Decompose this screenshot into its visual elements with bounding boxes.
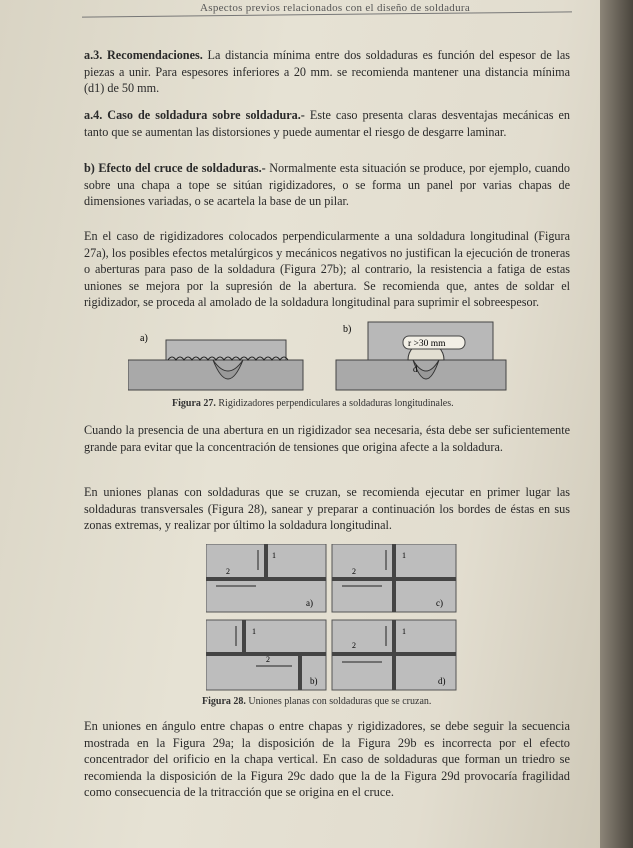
b-text: Normalmente esta situación se produce, por ejemplo, cuando sobre una chapa a tope se sitúan rigidizadores, o se forma un panel por varias chapas de dimensiones variadas, o se acartela la base de un pilar. bbox=[84, 161, 570, 208]
a4-text: Este caso presenta claras desventajas mecánicas en tanto que se aumentan las distorsiones y puede aumentar el riesgo de desgarre laminar. bbox=[84, 108, 571, 139]
a3-label: a.3. Recomendaciones. bbox=[84, 48, 203, 62]
figure-28d bbox=[332, 620, 456, 690]
weld-trans-28d bbox=[392, 620, 396, 690]
num-2-28a: 2 bbox=[226, 567, 230, 576]
a3-text: La distancia mínima entre dos soldaduras es función del espesor de las piezas a unir. Para espesores inferiores a 20 mm. se recomienda mantener una distancia mínima (d1) de 50 mm. bbox=[84, 48, 571, 95]
figure-27 bbox=[128, 320, 508, 392]
weld-trans-28a bbox=[264, 544, 268, 577]
figure-28a bbox=[206, 544, 326, 612]
paragraph-uniones-planas: En uniones planas con soldaduras que se cruzan, se recomienda ejecutar en primer lugar las soldaduras transversales (Figura 28), sanear y preparar a continuación los bordes de éstas en sus zonas extremas, y realizar por último la soldadura longitudinal. bbox=[84, 485, 570, 532]
label-28c: c) bbox=[436, 598, 443, 608]
paragraph-a3 bbox=[84, 47, 570, 97]
figure-27-caption-text: Rigidizadores perpendiculares a soldaduras longitudinales. bbox=[215, 398, 454, 409]
label-27b: b) bbox=[343, 324, 352, 335]
figure-27-caption bbox=[172, 398, 454, 409]
num-1-28a: 1 bbox=[272, 551, 276, 560]
page-edge-shadow bbox=[600, 0, 633, 848]
b-label: b) Efecto del cruce de soldaduras.- bbox=[84, 161, 266, 175]
num-1-28c: 1 bbox=[402, 551, 406, 560]
running-header: Aspectos previos relacionados con el diseño de soldadura bbox=[200, 2, 471, 14]
figure-27a bbox=[128, 333, 303, 390]
weld-trans-28c bbox=[392, 544, 396, 612]
num-1-28b: 1 bbox=[252, 627, 256, 636]
paragraph-a4 bbox=[84, 107, 570, 140]
dim-r: r >30 mm bbox=[408, 339, 446, 349]
figure-28-caption-bold: Figura 28. bbox=[202, 696, 246, 707]
figure-28-caption bbox=[202, 696, 431, 707]
num-1-28d: 1 bbox=[402, 627, 406, 636]
num-2-28c: 2 bbox=[352, 567, 356, 576]
weld-trans-28b bbox=[242, 620, 246, 652]
weld-trans2-28b bbox=[298, 656, 302, 690]
paragraph-b bbox=[84, 160, 570, 210]
weld-long-28a bbox=[206, 577, 326, 581]
a4-label: a.4. Caso de soldadura sobre soldadura.- bbox=[84, 108, 305, 122]
figure-27-caption-bold: Figura 27. bbox=[172, 398, 216, 409]
figure-28b bbox=[206, 620, 326, 690]
paragraph-rigidizadores: En el caso de rigidizadores colocados perpendicularmente a una soldadura longitudinal (Figura 27a), los posibles efectos metalúrgicos y mecánicos negativos no justifican la ejecución de troneras o aberturas para paso de la soldadura (Figura 27b); al contrario, la resistencia a fatiga de estas uniones se mejora por la supresión de la abertura. Se recomienda que, antes de soldar el rigidizador, se proceda al amolado de la soldadura longitudinal para suprimir el sobreespesor. bbox=[84, 229, 570, 309]
label-28a: a) bbox=[306, 598, 313, 608]
figure-28-caption-text: Uniones planas con soldaduras que se cruzan. bbox=[245, 696, 432, 707]
num-2-28d: 2 bbox=[352, 641, 356, 650]
paragraph-abertura: Cuando la presencia de una abertura en un rigidizador sea necesaria, ésta debe ser suficientemente grande para evitar que la concentración de tensiones que origina afecte a la soldadura. bbox=[84, 423, 570, 454]
paragraph-uniones-angulo: En uniones en ángulo entre chapas o entre chapas y rigidizadores, se debe seguir la secuencia mostrada en la Figura 29a; la disposición de la Figura 29b es incorrecta por el efecto concentrador del orificio en la chapa vertical. En caso de soldaduras que forman un triedro se recomienda la disposición de la Figura 29c dado que la de la Figura 29d provocaría fragilidad como consecuencia de la tritracción que se origina en el cruce. bbox=[84, 719, 570, 799]
label-27a: a) bbox=[140, 333, 148, 344]
dim-d: d bbox=[413, 364, 418, 374]
figure-27b bbox=[336, 322, 506, 390]
figure-28 bbox=[206, 544, 458, 692]
num-2-28b: 2 bbox=[266, 655, 270, 664]
label-28d: d) bbox=[438, 676, 446, 686]
figure-28c bbox=[332, 544, 456, 612]
label-28b: b) bbox=[310, 676, 318, 686]
